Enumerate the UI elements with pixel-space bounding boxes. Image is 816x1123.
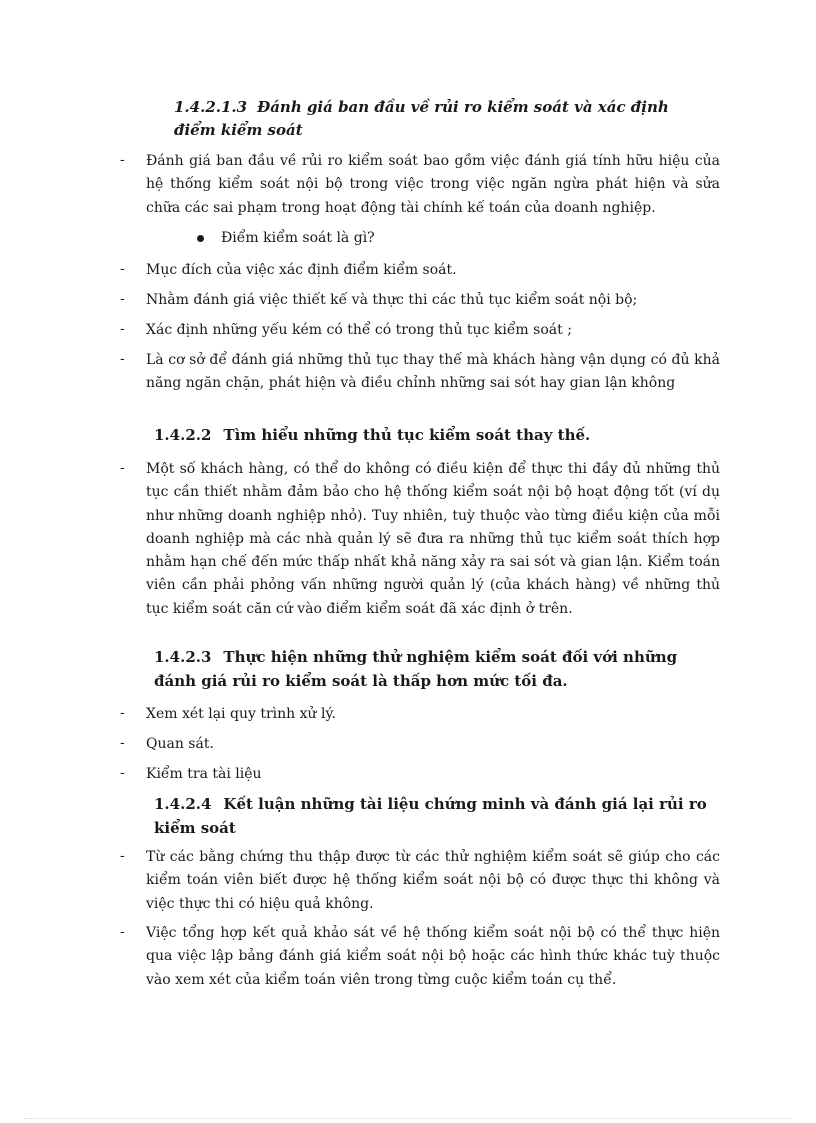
paragraph-alternative-procedures: Một số khách hàng, có thể do không có điều kiện để thực thi đầy đủ những thủ tục cần thiết nhằm đảm bảo cho hệ thống kiểm soát nội bộ hoạt động tốt (ví dụ như những doanh nghiệp nhỏ). Tuy nhiên, tuỳ thuộc vào từng điều kiện của mỗi doanh nghiệp mà các nhà quản lý sẽ đưa ra những thủ tục kiểm soát thích hợp nhằm hạn chế đến mức thấp nhất khả năng xảy ra sai sót và gian lận. Kiểm toán viên cần phải phỏng vấn những người quản lý (của khách hàng) về những thủ tục kiểm soát căn cứ vào điểm kiểm soát đã xác định ở trên. [146,461,720,617]
section-title: Kết luận những tài liệu chứng minh và đánh giá lại rủi ro kiểm soát [154,795,707,837]
dash-marker: - [120,735,125,751]
dash-marker: - [120,460,125,476]
dash-marker: - [120,765,125,781]
paragraph-evidence: Từ các bằng chứng thu thập được từ các thử nghiệm kiểm soát sẽ giúp cho các kiểm toán viên biết được hệ thống kiểm soát nội bộ có được thực thi không và việc thực thi có hiệu quả không. [146,849,720,912]
dash-marker: - [120,924,125,940]
section-number: 1.4.2.1.3 [174,98,248,116]
paragraph-summary: Việc tổng hợp kết quả khảo sát về hệ thống kiểm soát nội bộ có thể thực hiện qua việc lập bảng đánh giá kiểm soát nội bộ hoặc các hình thức khác tuỳ thuộc vào xem xét của kiểm toán viên trong từng cuộc kiểm toán cụ thể. [146,925,720,988]
paragraph-initial-assessment: Đánh giá ban đầu về rủi ro kiểm soát bao gồm việc đánh giá tính hữu hiệu của hệ thống kiểm soát nội bộ trong việc trong việc ngăn ngừa phát hiện và sửa chữa các sai phạm trong hoạt động tài chính kế toán của doanh nghiệp. [146,153,720,216]
section-title: Đánh giá ban đầu về rủi ro kiểm soát và xác định điểm kiểm soát [174,98,669,139]
paragraph-review-process: Xem xét lại quy trình xử lý. [146,706,336,722]
dash-marker: - [120,321,125,337]
dash-marker: - [120,705,125,721]
section-number: 1.4.2.4 [154,795,212,813]
section-heading-1-4-2-3 [154,645,714,693]
dash-marker: - [120,152,125,168]
bullet-item-control-point: Điểm kiểm soát là gì? [221,230,375,246]
section-heading-1-4-2-4 [154,792,714,840]
page-bottom-divider [24,1118,792,1119]
paragraph-basis: Là cơ sở để đánh giá những thủ tục thay thế mà khách hàng vận dụng có đủ khả năng ngăn chặn, phát hiện và điều chỉnh những sai sót hay gian lận không [146,352,720,392]
dash-marker: - [120,261,125,277]
paragraph-inspect-documents: Kiểm tra tài liệu [146,766,262,782]
paragraph-observe: Quan sát. [146,736,214,752]
dash-marker: - [120,291,125,307]
dash-marker: - [120,351,125,367]
paragraph-purpose: Mục đích của việc xác định điểm kiểm soát. [146,262,457,278]
section-heading-1-4-2-2 [154,423,714,447]
bullet-dot-icon [197,235,204,242]
section-number: 1.4.2.3 [154,648,212,666]
paragraph-weaknesses: Xác định những yếu kém có thể có trong thủ tục kiểm soát ; [146,322,572,338]
section-title: Tìm hiểu những thủ tục kiểm soát thay thế. [223,426,591,444]
section-number: 1.4.2.2 [154,426,212,444]
paragraph-assess-design: Nhằm đánh giá việc thiết kế và thực thi các thủ tục kiểm soát nội bộ; [146,292,638,308]
section-heading-1-4-2-1-3 [174,96,714,142]
dash-marker: - [120,848,125,864]
section-title: Thực hiện những thử nghiệm kiểm soát đối với những đánh giá rủi ro kiểm soát là thấp hơn mức tối đa. [154,648,678,690]
